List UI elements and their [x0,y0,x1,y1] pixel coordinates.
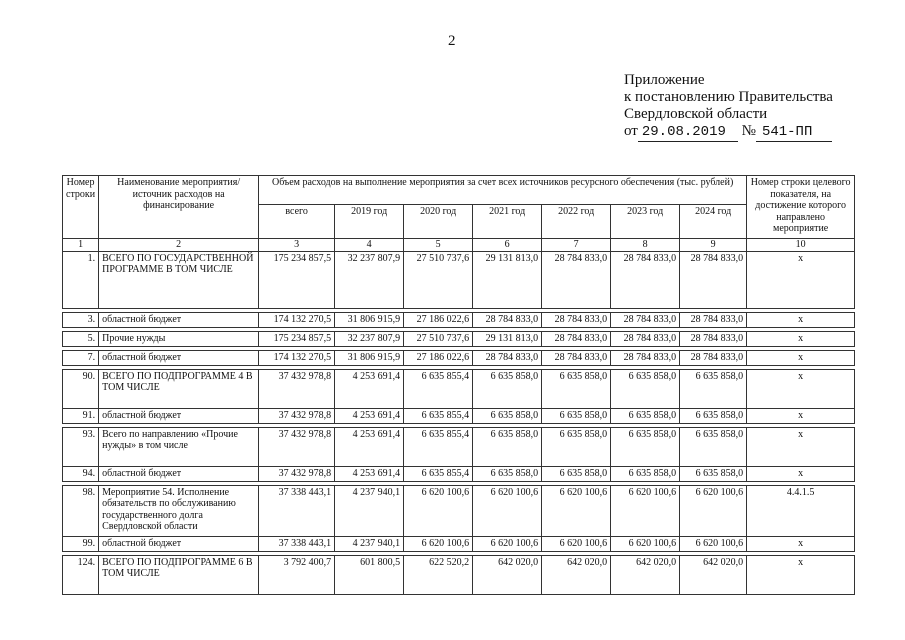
value-cell-y2021: 29 131 813,0 [473,331,542,346]
appendix-line-3: Свердловской области [624,106,768,122]
table-row [63,350,855,365]
header-row-number: Номер строки [63,176,99,239]
value-cell-y2024: 6 635 858,0 [680,427,747,466]
value-cell-y2019: 31 806 915,9 [335,312,404,327]
value-cell-y2019: 4 253 691,4 [335,427,404,466]
value-cell-y2023: 642 020,0 [611,555,680,594]
value-cell-y2022: 642 020,0 [542,555,611,594]
header-target: Номер строки целевого показателя, на достижение которого направлено мероприятие [747,176,855,239]
value-cell-y2019: 4 253 691,4 [335,408,404,423]
column-index: 8 [611,239,680,252]
value-cell-y2024: 6 620 100,6 [680,485,747,536]
table-row [63,408,855,423]
value-cell-total: 174 132 270,5 [259,312,335,327]
column-index: 1 [63,239,99,252]
value-cell-y2022: 28 784 833,0 [542,312,611,327]
target-cell: х [747,251,855,308]
value-cell-y2024: 6 635 858,0 [680,369,747,408]
target-cell: 4.4.1.5 [747,485,855,536]
value-cell-y2022: 28 784 833,0 [542,251,611,308]
value-cell-y2023: 6 635 858,0 [611,369,680,408]
appendix-block [624,72,833,142]
table-row [63,555,855,594]
header-volume: Объем расходов на выполнение мероприятия за счет всех источников ресурсного обеспечения (тыс. рублей) [259,176,747,205]
row-number-cell: 1. [63,251,99,308]
row-number-cell: 94. [63,466,99,481]
table-body [63,239,855,595]
row-name-cell: ВСЕГО ПО ПОДПРОГРАММЕ 4 В ТОМ ЧИСЛЕ [99,369,259,408]
value-cell-y2021: 6 635 858,0 [473,369,542,408]
column-index-row [63,239,855,252]
target-cell: х [747,369,855,408]
value-cell-y2024: 28 784 833,0 [680,251,747,308]
row-number-cell: 7. [63,350,99,365]
appendix-title: Приложение [624,72,705,88]
value-cell-y2024: 6 635 858,0 [680,408,747,423]
header-2021: 2021 год [473,205,542,239]
column-index: 5 [404,239,473,252]
row-number-cell: 99. [63,536,99,551]
target-cell: х [747,427,855,466]
value-cell-total: 175 234 857,5 [259,331,335,346]
page-number: 2 [448,33,456,49]
header-2020: 2020 год [404,205,473,239]
table-row [63,331,855,346]
value-cell-y2020: 622 520,2 [404,555,473,594]
value-cell-y2019: 4 253 691,4 [335,369,404,408]
header-name: Наименование мероприятия/источник расходов на финансирование [99,176,259,239]
column-index: 6 [473,239,542,252]
target-cell: х [747,555,855,594]
value-cell-y2022: 28 784 833,0 [542,331,611,346]
value-cell-y2019: 601 800,5 [335,555,404,594]
header-2024: 2024 год [680,205,747,239]
value-cell-y2022: 6 635 858,0 [542,369,611,408]
value-cell-y2023: 28 784 833,0 [611,350,680,365]
row-number-cell: 3. [63,312,99,327]
value-cell-y2019: 4 253 691,4 [335,466,404,481]
value-cell-y2020: 27 510 737,6 [404,251,473,308]
column-index: 7 [542,239,611,252]
column-index: 3 [259,239,335,252]
value-cell-total: 175 234 857,5 [259,251,335,308]
target-cell: х [747,331,855,346]
row-number-cell: 90. [63,369,99,408]
value-cell-y2022: 6 635 858,0 [542,427,611,466]
decree-date: 29.08.2019 [638,124,738,142]
header-2019: 2019 год [335,205,404,239]
target-cell: х [747,536,855,551]
value-cell-total: 37 432 978,8 [259,466,335,481]
header-total: всего [259,205,335,239]
value-cell-y2020: 27 186 022,6 [404,312,473,327]
value-cell-y2023: 6 620 100,6 [611,536,680,551]
value-cell-y2020: 6 635 855,4 [404,466,473,481]
appendix-line-2: к постановлению Правительства [624,89,833,105]
value-cell-y2022: 6 620 100,6 [542,536,611,551]
value-cell-y2020: 27 510 737,6 [404,331,473,346]
value-cell-y2023: 6 635 858,0 [611,427,680,466]
table-row [63,485,855,536]
value-cell-total: 37 432 978,8 [259,427,335,466]
value-cell-y2021: 29 131 813,0 [473,251,542,308]
row-name-cell: ВСЕГО ПО ПОДПРОГРАММЕ 6 В ТОМ ЧИСЛЕ [99,555,259,594]
row-name-cell: ВСЕГО ПО ГОСУДАРСТВЕННОЙ ПРОГРАММЕ В ТОМ ЧИСЛЕ [99,251,259,308]
row-name-cell: областной бюджет [99,350,259,365]
value-cell-y2023: 28 784 833,0 [611,312,680,327]
table-row [63,427,855,466]
value-cell-y2021: 28 784 833,0 [473,312,542,327]
table-row [63,466,855,481]
row-number-cell: 91. [63,408,99,423]
value-cell-y2024: 6 635 858,0 [680,466,747,481]
value-cell-y2020: 6 635 855,4 [404,427,473,466]
column-index: 4 [335,239,404,252]
value-cell-y2021: 6 620 100,6 [473,536,542,551]
row-number-cell: 124. [63,555,99,594]
table-row [63,251,855,308]
row-name-cell: областной бюджет [99,536,259,551]
decree-number: 541-ПП [756,124,832,142]
value-cell-y2023: 6 635 858,0 [611,408,680,423]
value-cell-total: 37 338 443,1 [259,536,335,551]
header-2023: 2023 год [611,205,680,239]
row-name-cell: Прочие нужды [99,331,259,346]
value-cell-y2023: 6 635 858,0 [611,466,680,481]
target-cell: х [747,350,855,365]
value-cell-y2022: 6 635 858,0 [542,466,611,481]
row-name-cell: Мероприятие 54. Исполнение обязательств по обслуживанию государственного долга Свердловской области [99,485,259,536]
value-cell-y2022: 6 635 858,0 [542,408,611,423]
table-row [63,369,855,408]
row-number-cell: 93. [63,427,99,466]
value-cell-y2021: 6 620 100,6 [473,485,542,536]
value-cell-y2019: 31 806 915,9 [335,350,404,365]
row-number-cell: 98. [63,485,99,536]
value-cell-y2020: 6 620 100,6 [404,536,473,551]
value-cell-total: 37 432 978,8 [259,369,335,408]
value-cell-y2021: 6 635 858,0 [473,466,542,481]
column-index: 10 [747,239,855,252]
target-cell: х [747,466,855,481]
value-cell-y2024: 6 620 100,6 [680,536,747,551]
value-cell-y2024: 642 020,0 [680,555,747,594]
value-cell-total: 37 432 978,8 [259,408,335,423]
value-cell-y2021: 6 635 858,0 [473,408,542,423]
value-cell-y2021: 6 635 858,0 [473,427,542,466]
value-cell-y2024: 28 784 833,0 [680,331,747,346]
value-cell-y2019: 4 237 940,1 [335,485,404,536]
value-cell-total: 174 132 270,5 [259,350,335,365]
target-cell: х [747,312,855,327]
value-cell-y2023: 28 784 833,0 [611,251,680,308]
expenditure-table [62,175,855,595]
row-name-cell: областной бюджет [99,408,259,423]
value-cell-y2024: 28 784 833,0 [680,350,747,365]
appendix-date-line [624,123,833,142]
value-cell-y2024: 28 784 833,0 [680,312,747,327]
table-row [63,312,855,327]
value-cell-y2019: 4 237 940,1 [335,536,404,551]
value-cell-y2021: 28 784 833,0 [473,350,542,365]
row-name-cell: Всего по направлению «Прочие нужды» в том числе [99,427,259,466]
row-name-cell: областной бюджет [99,312,259,327]
date-prefix: от [624,123,638,139]
value-cell-y2019: 32 237 807,9 [335,251,404,308]
value-cell-y2020: 6 635 855,4 [404,369,473,408]
value-cell-y2023: 6 620 100,6 [611,485,680,536]
column-index: 2 [99,239,259,252]
header-2022: 2022 год [542,205,611,239]
value-cell-y2020: 6 635 855,4 [404,408,473,423]
target-cell: х [747,408,855,423]
value-cell-y2019: 32 237 807,9 [335,331,404,346]
value-cell-y2022: 28 784 833,0 [542,350,611,365]
row-name-cell: областной бюджет [99,466,259,481]
column-index: 9 [680,239,747,252]
number-prefix: № [741,123,756,139]
value-cell-y2020: 6 620 100,6 [404,485,473,536]
value-cell-total: 37 338 443,1 [259,485,335,536]
value-cell-total: 3 792 400,7 [259,555,335,594]
value-cell-y2023: 28 784 833,0 [611,331,680,346]
row-number-cell: 5. [63,331,99,346]
value-cell-y2020: 27 186 022,6 [404,350,473,365]
value-cell-y2021: 642 020,0 [473,555,542,594]
value-cell-y2022: 6 620 100,6 [542,485,611,536]
table-row [63,536,855,551]
